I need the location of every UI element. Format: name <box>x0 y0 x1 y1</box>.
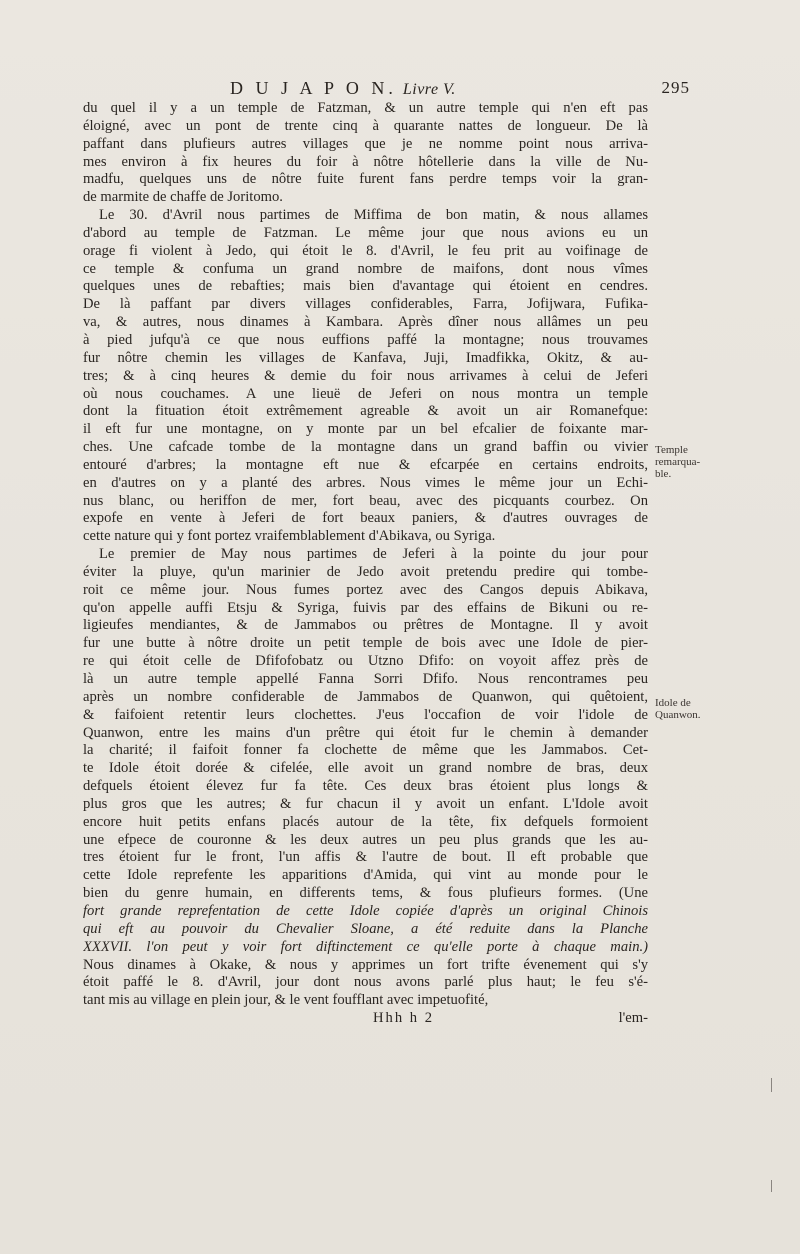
body-text <box>83 100 648 1028</box>
text-line: De là paffant par divers villages confiderables, Farra, Jofijwara, Fufika- <box>83 296 648 313</box>
text-line: ches. Une cafcade tombe de la montagne dans un grand baffin ou vivier <box>83 439 648 456</box>
text-line: Nous dinames à Okake, & nous y apprimes un fort trifte évenement qui s'y <box>83 956 648 973</box>
catchword: l'em- <box>618 1010 648 1027</box>
signature-mark: Hhh h 2 <box>373 1010 435 1027</box>
text-line: à pied jufqu'à ce que nous euffions paffé la montagne; nous trouvames <box>83 331 648 348</box>
text-line: XXXVII. l'on peut y voir fort diftinctement ce qu'elle porte à chaque main.) <box>83 938 648 955</box>
text-line: là un autre temple appellé Fanna Sorri Dfifo. Nous rencontrames peu <box>83 671 648 687</box>
text-line: defquels étoient élevez fur fa tête. Ces deux bras étoient plus longs & <box>83 778 648 795</box>
text-line: étoit paffé le 8. d'Avril, jour dont nous avons parlé plus haut; le feu s'é- <box>83 974 648 991</box>
text-line: Quanwon, entre les mains d'un prêtre qui étoit fur le chemin à demander <box>83 724 648 741</box>
text-line: mes environ à fix heures du foir à nôtre hôtellerie dans la ville de Nu- <box>83 153 648 170</box>
text-line: éviter la pluye, qu'un marinier de Jedo avoit pretendu predire qui tombe- <box>83 563 648 580</box>
text-line: de marmite de chaffe de Joritomo. <box>83 189 283 206</box>
text-line: où nous couchames. A une lieuë de Jeferi on nous montra un temple <box>83 385 648 402</box>
text-line: en d'autres on y a planté des arbres. Nous vimes le même jour un Echi- <box>83 474 648 491</box>
text-line: cette Idole reprefente les apparitions d'Amida, qui vint au monde pour le <box>83 867 648 884</box>
text-line: éloigné, avec un pont de trente cinq à quarante nattes de longueur. De là <box>83 117 648 134</box>
text-line: te Idole étoit dorée & cifelée, elle avoit un grand nombre de bras, deux <box>83 760 648 777</box>
signature-line <box>83 1010 648 1028</box>
text-line: après un nombre confiderable de Jammabos de Quanwon, qui quêtoient, <box>83 688 648 705</box>
margin-note-line: Temple <box>655 444 688 456</box>
margin-note-line: ble. <box>655 468 672 480</box>
text-line: fur nôtre chemin les villages de Kanfava, Juji, Imadfikka, Okitz, & au- <box>83 349 648 366</box>
text-line: d'abord au temple de Fatzman. Le même jour que nous avions eu un <box>83 224 648 241</box>
text-line: dont la fituation étoit extrêmement agreable & avoit un air Romanefque: <box>83 403 648 420</box>
book-label: Livre V. <box>402 81 456 98</box>
text-line: nus blanc, ou heriffon de mer, fort beau, avec des picquants courbez. On <box>83 492 648 509</box>
running-title-text: D U J A P O N. <box>230 78 397 98</box>
text-line: tres étoient fur le front, l'un affis & l'autre de bout. Il eft probable que <box>83 849 648 866</box>
page-edge-mark <box>771 1180 772 1192</box>
text-line: re qui étoit celle de Dfifofobatz ou Utzno Dfifo: on voyoit affez près de <box>83 653 648 670</box>
text-line: Le premier de May nous partimes de Jeferi à la pointe du jour pour <box>99 546 648 563</box>
text-line: fur une butte à nôtre droite un petit temple de bois avec une Idole de pier- <box>83 635 648 652</box>
text-line: qui eft au pouvoir du Chevalier Sloane, a été reduite dans la Planche <box>83 920 648 937</box>
margin-note-line: Quanwon. <box>655 709 701 721</box>
text-line: entouré d'arbres; la montagne eft nue & efcarpée en certains endroits, <box>83 456 648 473</box>
text-line: paffant dans plufieurs autres villages que je ne nomme point nous arriva- <box>83 135 648 152</box>
text-line: fort grande reprefentation de cette Idole copiée d'après un original Chinois <box>83 902 648 919</box>
margin-note-temple <box>655 444 700 480</box>
text-line: bien du genre humain, en differents tems, & fous plufieurs formes. (Une <box>83 885 648 902</box>
running-title <box>230 78 456 99</box>
text-line: madfu, quelques uns de nôtre fuite furent fans perdre temps voir la gran- <box>83 171 648 188</box>
margin-note-idole <box>655 697 701 721</box>
text-line: encore huit petits enfans placés autour de la tête, fix defquels formoient <box>83 813 648 830</box>
page-edge-mark <box>771 1078 772 1092</box>
text-line: roit ce même jour. Nous fumes portez avec des Cangos depuis Abikava, <box>83 581 648 598</box>
text-line: tres; & à cinq heures & demie du foir nous arrivames à celui de Jeferi <box>83 367 648 384</box>
text-line: cette nature qui y font portez vraifemblablement d'Abikava, ou Syriga. <box>83 528 496 545</box>
text-line: expofe en vente à Jeferi de fort beaux paniers, & d'autres ouvrages de <box>83 510 648 527</box>
text-line: va, & autres, nous dinames à Kambara. Après dîner nous allâmes un peu <box>83 314 648 331</box>
text-line: Le 30. d'Avril nous partimes de Miffima de bon matin, & nous allames <box>99 207 648 224</box>
text-line: il eft fur une montagne, on y monte par un bel efcalier de foixante mar- <box>83 421 648 438</box>
text-line: tant mis au village en plein jour, & le vent foufflant avec impetuofité, <box>83 992 489 1009</box>
text-line: une efpece de couronne & les deux autres un peu plus grands que les au- <box>83 831 648 848</box>
text-line: & faifoient retentir leurs clochettes. J'eus l'occafion de voir l'idole de <box>83 706 648 723</box>
text-line: du quel il y a un temple de Fatzman, & un autre temple qui n'en eft pas <box>83 100 648 116</box>
margin-note-line: Idole de <box>655 697 691 709</box>
text-line: quelques unes de rebafties; mais bien d'avantage qui étoient en cendres. <box>83 278 648 295</box>
margin-note-line: remarqua- <box>655 456 701 468</box>
text-line: orage fi violent à Jedo, qui étoit le 8. d'Avril, le feu prit au voifinage de <box>83 242 648 259</box>
text-line: ligieufes mendiantes, & de Jammabos ou prêtres de Montagne. Il y avoit <box>83 617 648 634</box>
page-number: 295 <box>661 78 690 97</box>
text-line: la charité; il faifoit fonner fa clochette de même que les Jammabos. Cet- <box>83 742 648 759</box>
text-line: qu'on appelle auffi Etsju & Syriga, fuivis par des effains de Bikuni ou re- <box>83 599 648 616</box>
text-line: plus gros que les autres; & fur chacun il y avoit un enfant. L'Idole avoit <box>83 795 648 812</box>
text-line: ce temple & confuma un grand nombre de maifons, dont nous vîmes <box>83 260 648 277</box>
